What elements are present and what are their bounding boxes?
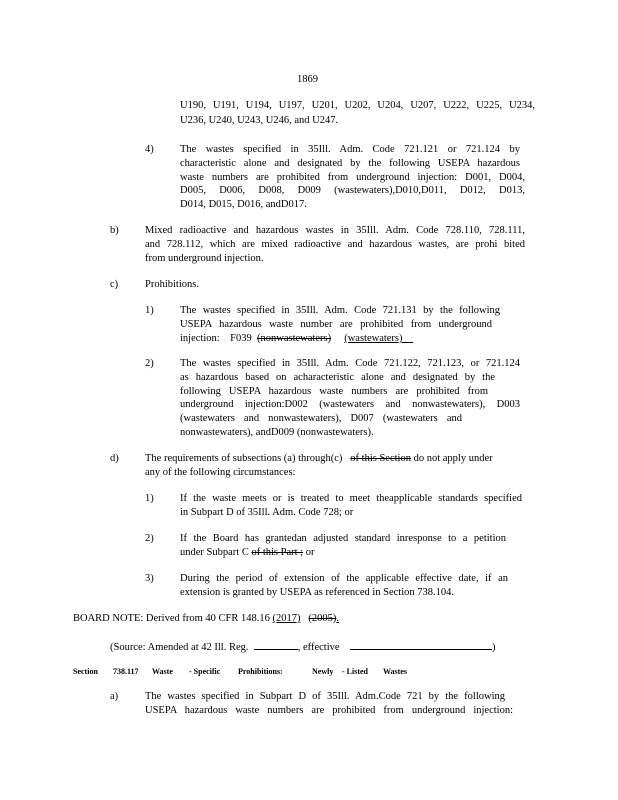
struck-text: of this Section bbox=[350, 453, 411, 464]
text-run: BOARD NOTE: Derived from 40 CFR 148.16 bbox=[73, 613, 270, 624]
paragraph-line: D005, D006, D008, D009 (wastewaters),D010,D011, D012, D013, bbox=[180, 185, 525, 196]
paragraph-line: USEPA hazardous waste number are prohibited from underground bbox=[180, 319, 492, 330]
paragraph-line: waste numbers are prohibited from underground injection: D001, D004, bbox=[180, 172, 525, 183]
paragraph-line: Mixed radioactive and hazardous wastes in 35Ill. Adm. Code 728.110, 728.111, bbox=[145, 225, 525, 236]
item-label-b: b) bbox=[110, 225, 119, 236]
paragraph-line: nonwastewaters), andD009 (nonwastewaters). bbox=[180, 427, 374, 438]
text-run: (Source: Amended at 42 Ill. Reg. bbox=[110, 642, 249, 653]
paragraph-line: characteristic alone and designated by the following USEPA hazardous bbox=[180, 158, 520, 169]
text-run: ) bbox=[492, 642, 496, 653]
paragraph-line: in Subpart D of 35Ill. Adm. Code 728; or bbox=[180, 507, 354, 518]
subsection-heading: Prohibitions. bbox=[145, 279, 199, 290]
text-run: . bbox=[336, 613, 339, 624]
paragraph-line: D014, D015, D016, andD017. bbox=[180, 199, 307, 210]
paragraph-line: The wastes specified in 35Ill. Adm. Code 721.121 or 721.124 by bbox=[180, 144, 520, 155]
source-note bbox=[110, 638, 496, 656]
item-label-d3: 3) bbox=[145, 573, 154, 584]
section-title-word: Wastes bbox=[383, 667, 407, 676]
paragraph-line: and 728.112, which are mixed radioactive and hazardous wastes, are prohi bited bbox=[145, 239, 525, 250]
item-label-d2: 2) bbox=[145, 533, 154, 544]
text-run: injection: bbox=[180, 333, 220, 344]
item-label-a4: 4) bbox=[145, 144, 154, 155]
paragraph-line: following USEPA hazardous waste numbers are prohibited from bbox=[180, 386, 488, 397]
text-run: or bbox=[305, 547, 315, 558]
paragraph-line: If the Board has grantedan adjusted standard inresponse to a petition bbox=[180, 533, 506, 544]
section-number: 738.117 bbox=[113, 667, 139, 676]
section-title-word: - Specific bbox=[189, 667, 221, 676]
item-label-d: d) bbox=[110, 453, 119, 464]
inserted-text: (wastewaters) bbox=[344, 333, 403, 344]
section-label: Section bbox=[73, 667, 98, 676]
page-number: 1869 bbox=[297, 74, 318, 85]
paragraph-line: (wastewaters and nonwastewaters), D007 (wastewaters and bbox=[180, 413, 462, 424]
waste-code: F039 bbox=[230, 333, 252, 344]
paragraph-line: underground injection:D002 (wastewaters and nonwastewaters), D003 bbox=[180, 399, 520, 410]
text-run: under Subpart C bbox=[180, 547, 249, 558]
effective-date-blank bbox=[350, 638, 492, 650]
struck-text: (2005) bbox=[308, 613, 337, 624]
text-run: do not apply under bbox=[413, 453, 493, 464]
item-label-sa: a) bbox=[110, 691, 119, 702]
intro-line: U190, U191, U194, U197, U201, U202, U204, U207, U222, U225, U234, bbox=[180, 100, 535, 111]
paragraph-line bbox=[180, 546, 314, 561]
paragraph-line: The wastes specified in 35Ill. Adm. Code 721.131 by the following bbox=[180, 305, 500, 316]
paragraph-line: USEPA hazardous waste numbers are prohibited from underground injection: bbox=[145, 705, 513, 716]
item-label-d1: 1) bbox=[145, 493, 154, 504]
section-title-word: Prohibitions: bbox=[238, 667, 283, 676]
paragraph-line: as hazardous based on acharacteristic alone and designated by the bbox=[180, 372, 495, 383]
paragraph-line bbox=[180, 332, 413, 347]
paragraph-line: any of the following circumstances: bbox=[145, 467, 296, 478]
struck-text: (nonwastewaters) bbox=[257, 333, 332, 344]
intro-line: U236, U240, U243, U246, and U247. bbox=[180, 115, 339, 126]
paragraph-line: from underground injection. bbox=[145, 253, 264, 264]
paragraph-line: extension is granted by USEPA as referenced in Section 738.104. bbox=[180, 587, 455, 598]
paragraph-line bbox=[145, 452, 493, 467]
section-title-word: Newly bbox=[312, 667, 334, 676]
section-title-word: - Listed bbox=[342, 667, 368, 676]
board-note bbox=[73, 612, 339, 627]
register-page-blank bbox=[254, 638, 298, 650]
paragraph-line: The wastes specified in Subpart D of 35Ill. Adm.Code 721 by the following bbox=[145, 691, 505, 702]
section-title-word: Waste bbox=[152, 667, 173, 676]
item-label-c: c) bbox=[110, 279, 119, 290]
item-label-c2: 2) bbox=[145, 358, 154, 369]
text-run: , effective bbox=[297, 642, 340, 653]
text-run: The requirements of subsections (a) through(c) bbox=[145, 453, 343, 464]
item-label-c1: 1) bbox=[145, 305, 154, 316]
struck-text: of this Part ; bbox=[251, 547, 304, 558]
paragraph-line: If the waste meets or is treated to meet theapplicable standards specified bbox=[180, 493, 522, 504]
paragraph-line: The wastes specified in 35Ill. Adm. Code 721.122, 721.123, or 721.124 bbox=[180, 358, 520, 369]
paragraph-line: During the period of extension of the applicable effective date, if an bbox=[180, 573, 508, 584]
inserted-text: (2017) bbox=[272, 613, 301, 624]
